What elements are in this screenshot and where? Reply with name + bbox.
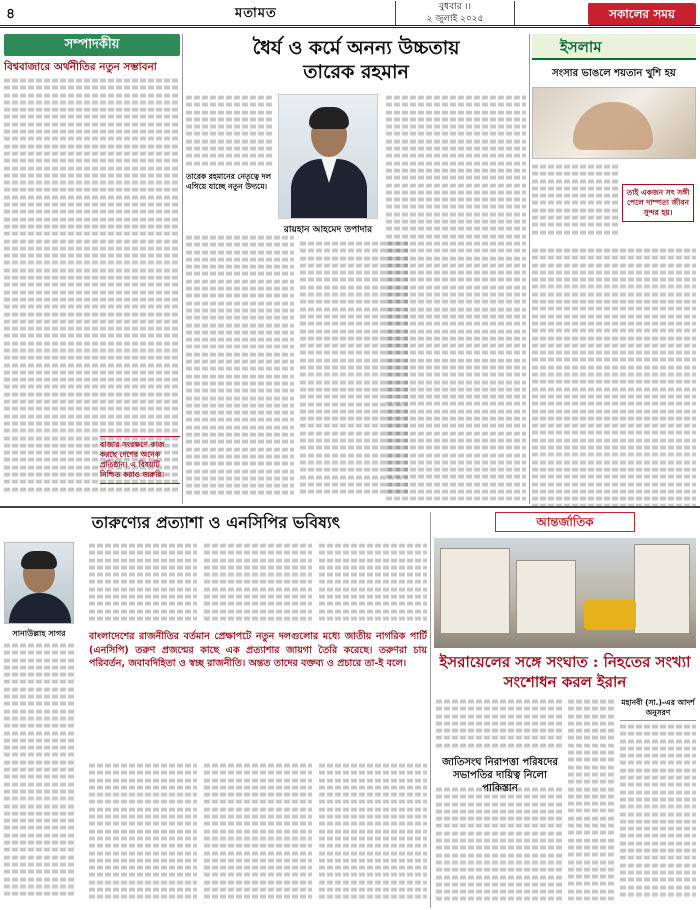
youth-column-4 bbox=[319, 542, 427, 626]
youth-column-3 bbox=[204, 542, 312, 626]
lead-column-1 bbox=[186, 234, 294, 502]
islam-heading: ইসলাম bbox=[532, 34, 696, 60]
lead-pullquote: তারেক রহমানের নেতৃত্বে দল এগিয়ে যাচ্ছে নতুন উদ্যমে। bbox=[186, 172, 272, 191]
column-divider bbox=[182, 34, 183, 504]
youth-column-1 bbox=[4, 642, 74, 904]
youth-author-photo bbox=[4, 542, 74, 624]
lead-headline: ধৈর্য ও কর্মে অনন্য উচ্চতায় bbox=[252, 37, 460, 59]
date: ২ জুলাই ২০২৫ bbox=[426, 14, 484, 24]
newspaper-logo: সকালের সময় bbox=[588, 3, 696, 25]
youth-bottom-column-1 bbox=[89, 762, 197, 906]
column-divider bbox=[430, 512, 431, 908]
dateline bbox=[395, 1, 515, 25]
islam-pullquote: তাই একজন সৎ সঙ্গী পেলে দাম্পত্য জীবন সুন্দর হয়। bbox=[622, 184, 694, 222]
youth-article bbox=[4, 512, 428, 908]
international-column-1 bbox=[436, 698, 564, 754]
youth-column-2 bbox=[89, 542, 197, 626]
islam-body bbox=[532, 247, 696, 517]
youth-author-name: সানাউল্লাহ সাগর bbox=[12, 629, 66, 638]
sidebar-box bbox=[620, 698, 696, 908]
lead-intro bbox=[186, 94, 274, 167]
masthead bbox=[0, 0, 700, 28]
pakistan-body bbox=[436, 786, 564, 906]
youth-bottom-column-3 bbox=[319, 762, 427, 906]
column-divider bbox=[529, 34, 530, 504]
author-photo bbox=[278, 94, 378, 219]
pakistan-headline: জাতিসংঘ নিরাপত্তা পরিষদের সভাপতির দায়িত্ব নিলো পাকিস্তান bbox=[442, 757, 558, 794]
international-section bbox=[434, 512, 696, 908]
international-column-2 bbox=[568, 698, 616, 904]
section-name: মতামত bbox=[235, 6, 277, 21]
editorial-pullquote: বাজার সংরক্ষণে কাজ করছে দেশের অনেক প্রতিষ্ঠান। এ বিষয়টি নিশ্চিত করাও জরুরি। bbox=[100, 436, 180, 484]
editorial-heading: সম্পাদকীয় bbox=[4, 34, 180, 56]
sidebar-title: মহানবী (সা.)-এর আদর্শ অনুসরণ bbox=[620, 698, 696, 721]
editorial-title: বিশ্ববাজারে অর্থনীতির নতুন সম্ভাবনা bbox=[4, 61, 157, 73]
lead-column-3 bbox=[386, 94, 526, 502]
editorial-section bbox=[4, 34, 180, 504]
international-heading: আন্তর্জাতিক bbox=[495, 512, 635, 532]
page-number: ৪ bbox=[6, 6, 16, 22]
author-name: রায়হান আহমেদ তপাদার bbox=[283, 225, 373, 235]
youth-bottom-column-2 bbox=[204, 762, 312, 906]
editorial-body bbox=[4, 77, 180, 497]
international-headline: ইসরায়েলের সঙ্গে সংঘাত : নিহতের সংখ্যা সংশোধন করল ইরান bbox=[439, 653, 691, 691]
sidebar-body bbox=[620, 723, 696, 903]
islam-body-top bbox=[532, 163, 618, 243]
youth-headline: তারুণ্যের প্রত্যাশা ও এনসিপির ভবিষ্যৎ bbox=[91, 513, 341, 532]
day: বুধবার ।। bbox=[439, 2, 471, 12]
youth-highlight: বাংলাদেশের রাজনীতির বর্তমান প্রেক্ষাপটে নতুন দলগুলোর মধ্যে জাতীয় নাগরিক পার্টি (এনসিপি) তরুণ প্রজন্মের কাছে এক প্রত্যাশার জায়গা তৈরি করেছে। তরুণরা চায় পরিবর্তন, জবাবদিহিতা ও স্বচ্ছ রাজনীতি। অন্তত তাদের বক্তব্য ও প্রচারে তা-ই বলে। bbox=[89, 631, 427, 669]
islam-photo bbox=[532, 87, 696, 159]
lead-article bbox=[186, 34, 526, 504]
islam-title: সংসার ভাঙলে শয়তান খুশি হয় bbox=[552, 68, 676, 79]
international-photo bbox=[434, 538, 696, 648]
islam-section bbox=[532, 34, 696, 504]
lead-headline-name: তারেক রহমান bbox=[303, 61, 409, 83]
